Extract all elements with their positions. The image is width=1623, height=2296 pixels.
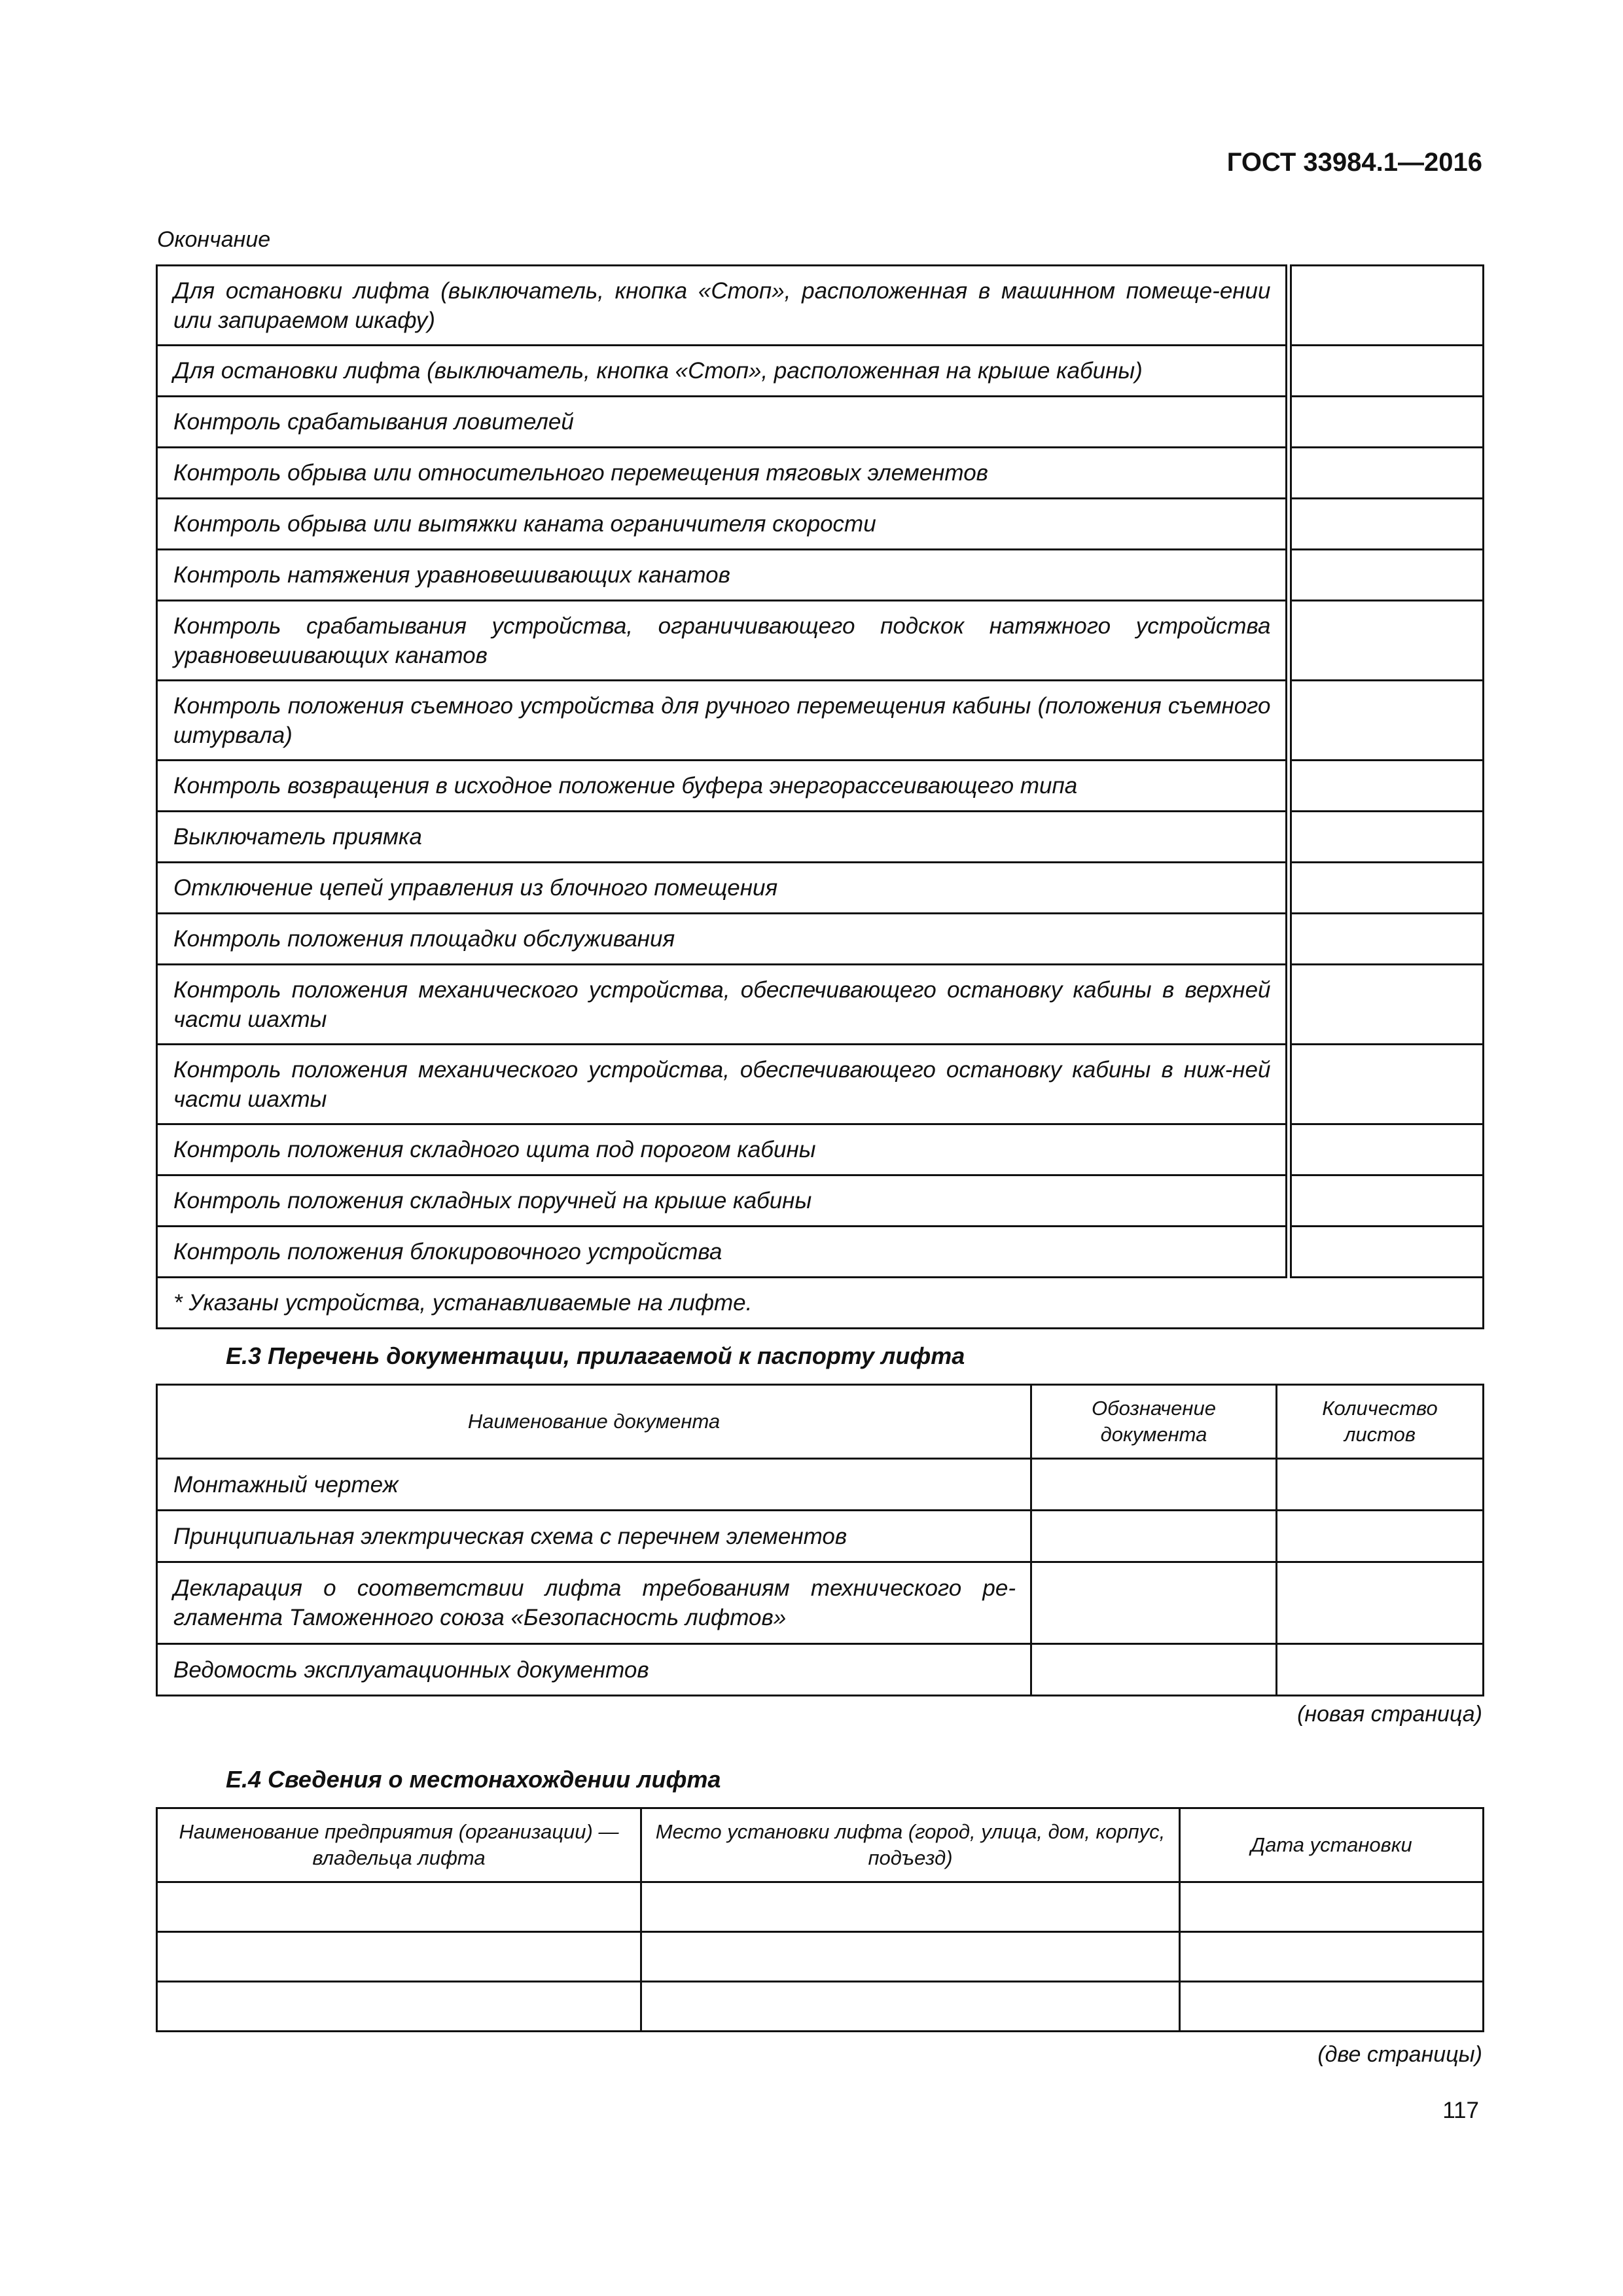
table-cell-blank (1289, 863, 1484, 914)
table-cell-blank (157, 1882, 641, 1932)
table-row: Контроль срабатывания ловителей (157, 397, 1289, 448)
table-cell-blank (1289, 346, 1484, 397)
table-cell-blank (1289, 448, 1484, 499)
table-cell-blank (1277, 1562, 1484, 1644)
table-row: Декларация о соответствии лифта требованиям технического ре-гламента Таможенного союза «Безопасность лифтов» (157, 1562, 1031, 1644)
table-row: Контроль обрыва или относительного перемещения тяговых элементов (157, 448, 1289, 499)
table-row: Контроль положения съемного устройства для ручного перемещения кабины (положения съемного штурвала) (157, 681, 1289, 761)
table-cell-blank (1289, 1045, 1484, 1124)
two-pages-note: (две страницы) (1317, 2042, 1482, 2067)
table-cell-blank (1031, 1459, 1277, 1511)
table-cell-blank (157, 1932, 641, 1982)
column-header: Количество листов (1277, 1385, 1484, 1459)
table-cell-blank (1277, 1511, 1484, 1562)
table-cell-blank (157, 1982, 641, 2032)
table-cell-blank (1289, 761, 1484, 812)
table-cell-blank (1289, 914, 1484, 965)
new-page-note: (новая страница) (1297, 1702, 1482, 1727)
table-cell-blank (1180, 1982, 1484, 2032)
column-header: Дата установки (1180, 1808, 1484, 1882)
section-e4-title: Е.4 Сведения о местонахождении лифта (226, 1766, 721, 1793)
table-row: Контроль возвращения в исходное положение буфера энергорассеивающего типа (157, 761, 1289, 812)
devices-table (156, 264, 1484, 1329)
table-cell-blank (1289, 550, 1484, 601)
table-row: Контроль положения площадки обслуживания (157, 914, 1289, 965)
column-header: Наименование документа (157, 1385, 1031, 1459)
table-cell-blank (1277, 1644, 1484, 1696)
table-row: Контроль срабатывания устройства, ограничивающего подскок натяжного устройства уравновешивающих канатов (157, 601, 1289, 681)
table-cell-blank (1289, 681, 1484, 761)
table-cell-blank (1289, 499, 1484, 550)
table-cell-blank (1289, 812, 1484, 863)
table-cell-blank (1289, 266, 1484, 346)
table-row: Ведомость эксплуатационных документов (157, 1644, 1031, 1696)
table-cell-blank (1289, 397, 1484, 448)
table-row: Для остановки лифта (выключатель, кнопка «Стоп», расположенная в машинном помеще-ении или запираемом шкафу) (157, 266, 1289, 346)
table-cell-blank (1289, 1124, 1484, 1175)
table-row: Монтажный чертеж (157, 1459, 1031, 1511)
table-cell-blank (1289, 601, 1484, 681)
continuation-label: Окончание (157, 227, 271, 252)
table-cell-blank (1289, 1227, 1484, 1278)
table-row: Контроль положения складных поручней на крыше кабины (157, 1175, 1289, 1227)
table-row: Контроль положения складного щита под порогом кабины (157, 1124, 1289, 1175)
table-cell-blank (1180, 1932, 1484, 1982)
table-row: Для остановки лифта (выключатель, кнопка «Стоп», расположенная на крыше кабины) (157, 346, 1289, 397)
column-header: Обозначение документа (1031, 1385, 1277, 1459)
column-header: Место установки лифта (город, улица, дом, корпус, подъезд) (641, 1808, 1180, 1882)
table-cell-blank (1031, 1511, 1277, 1562)
page-number: 117 (1442, 2098, 1479, 2123)
table-cell-blank (1289, 1175, 1484, 1227)
table-cell-blank (1289, 965, 1484, 1045)
table-row: Контроль положения механического устройства, обеспечивающего остановку кабины в верхней части шахты (157, 965, 1289, 1045)
table-cell-blank (1031, 1644, 1277, 1696)
table-row: Принципиальная электрическая схема с перечнем элементов (157, 1511, 1031, 1562)
table-row: Контроль обрыва или вытяжки каната ограничителя скорости (157, 499, 1289, 550)
table-row: Контроль положения механического устройства, обеспечивающего остановку кабины в ниж-ней части шахты (157, 1045, 1289, 1124)
documentation-table (156, 1384, 1484, 1696)
table-cell-blank (1031, 1562, 1277, 1644)
table-row: Отключение цепей управления из блочного помещения (157, 863, 1289, 914)
table-footnote: * Указаны устройства, устанавливаемые на лифте. (157, 1278, 1484, 1329)
table-cell-blank (1277, 1459, 1484, 1511)
column-header: Наименование предприятия (организации) — владельца лифта (157, 1808, 641, 1882)
location-table (156, 1807, 1484, 2032)
table-cell-blank (641, 1982, 1180, 2032)
section-e3-title: Е.3 Перечень документации, прилагаемой к паспорту лифта (226, 1342, 965, 1369)
table-cell-blank (1180, 1882, 1484, 1932)
table-row: Контроль положения блокировочного устройства (157, 1227, 1289, 1278)
table-cell-blank (641, 1932, 1180, 1982)
table-row: Контроль натяжения уравновешивающих канатов (157, 550, 1289, 601)
table-cell-blank (641, 1882, 1180, 1932)
table-row: Выключатель приямка (157, 812, 1289, 863)
standard-number: ГОСТ 33984.1—2016 (1226, 148, 1482, 177)
